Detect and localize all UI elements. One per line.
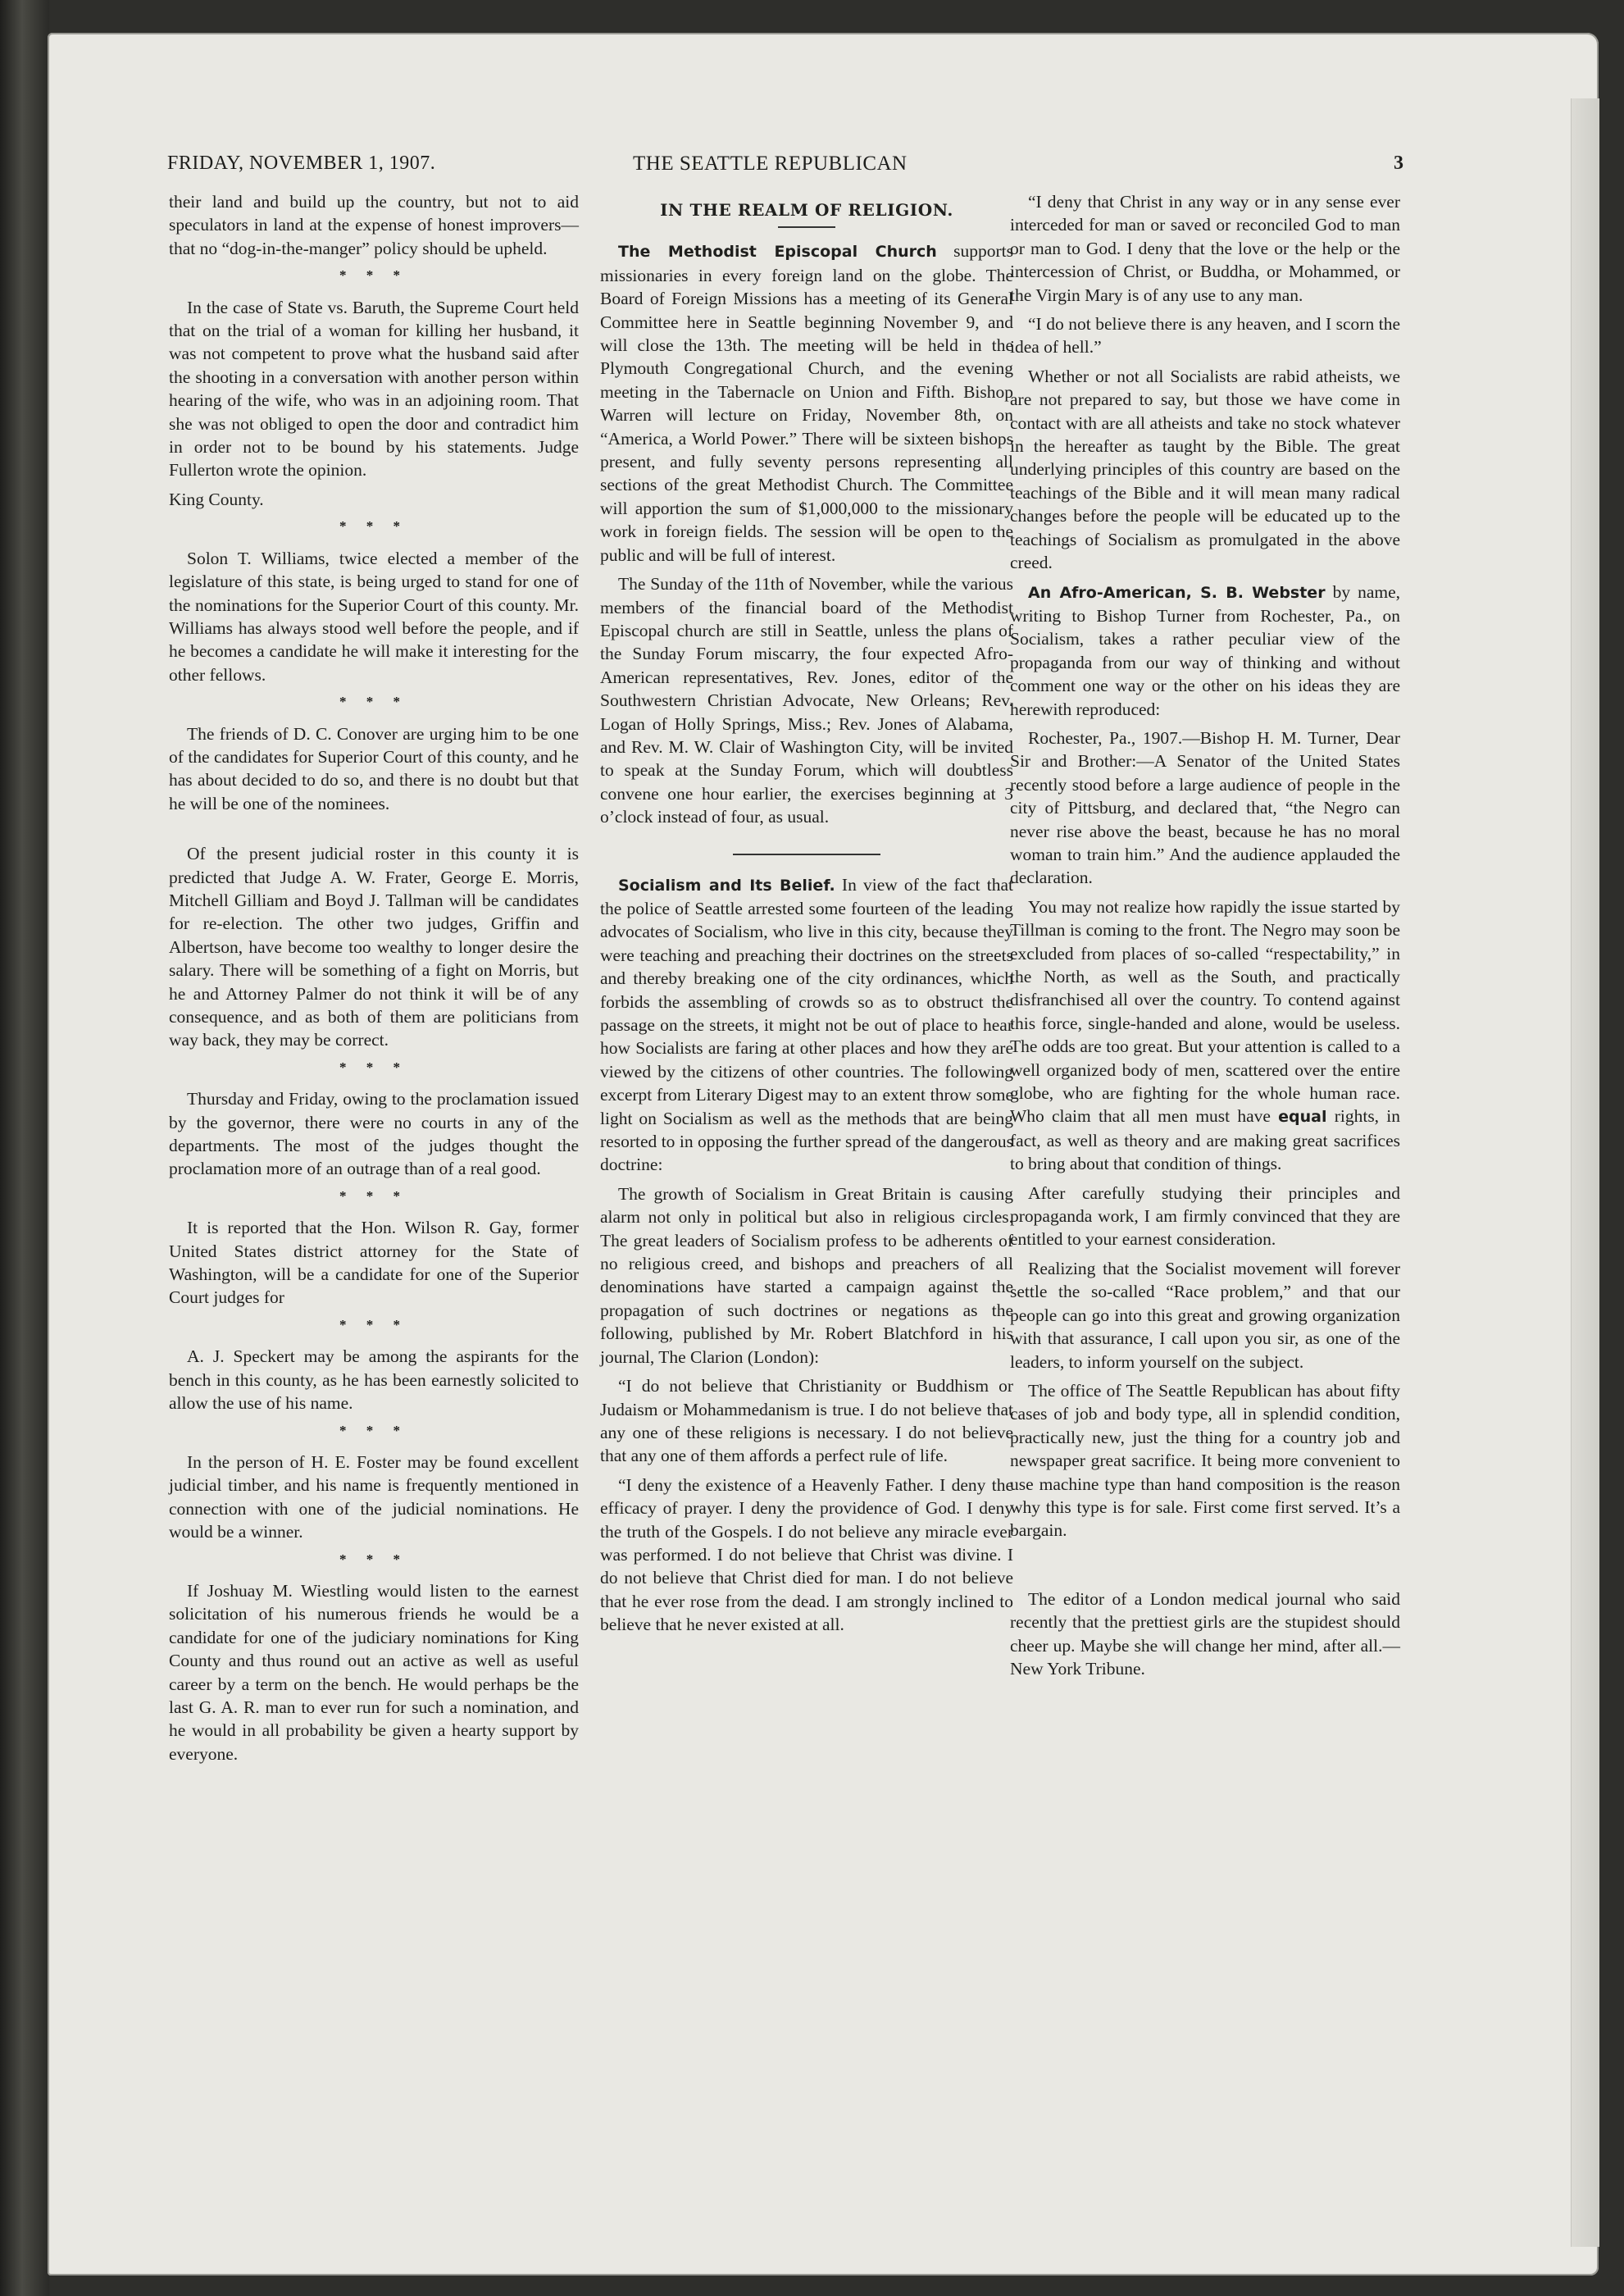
quote-paragraph: “I deny that Christ in any way or in any sense ever interceded for man or saved or reconciled God to man or man to God. I deny that the love or the help or the intercession of Christ, or Buddha, or Mohammed, or the Virgin Mary is of any use to any man.: [1010, 192, 1400, 305]
quote-paragraph: “I do not believe there is any heaven, and I scorn the idea of hell.”: [1010, 314, 1400, 358]
article-body: supports missionaries in every foreign land on the globe. The Board of Foreign Missions has a meeting of its General Committee here in Seattle beginning November 9, and will close the 13th. The meeting will be held in the Plymouth Congregational Church, and the evening meeting in the Tabernacle on Union and Fifth. Bishop Warren will lecture on Friday, November 8th, on “America, a World Power.” There will be sixteen bishops present, and fully seventy persons representing all sections of the great Methodist Church. The Committee will apportion the sum of $1,000,000 to the missionary work in foreign fields. The session will be open to the public and will be full of interest.: [600, 241, 1013, 565]
newspaper-title: THE SEATTLE REPUBLICAN: [633, 153, 908, 175]
page-fold-edge: [1571, 98, 1599, 2247]
separator: * * *: [339, 1422, 408, 1438]
paragraph: In the case of State vs. Baruth, the Supreme Court held that on the trial of a woman for killing her husband, it was not competent to prove what the husband said after the shooting in a conversation with another person within hearing of the wife, who was in an adjoining room. That she was not obliged to open the door and contradict him in order not to be bound by his statements. Judge Fullerton wrote the opinion.: [169, 297, 579, 481]
paragraph: Of the present judicial roster in this county it is predicted that Judge A. W. Frater, George E. Morris, Mitchell Gilliam and Boyd J. Tallman will be candidates for re-election. The other two judges, Griffin and Albertson, have become too wealthy to longer desire the salary. There will be something of a fight on Morris, but he and Attorney Palmer do not think it will be of any consequence, and as both of them are politicians from way back, they may be correct.: [169, 844, 579, 1050]
article-body: by name, writing to Bishop Turner from Rochester, Pa., on Socialism, takes a rather peculiar view of the propaganda from our way of thinking and without comment one way or the other on his ideas they are herewith reproduced:: [1010, 581, 1401, 719]
paragraph: The growth of Socialism in Great Britain is causing alarm not only in political but also in religious circles. The great leaders of Socialism profess to be adherents of no religious creed, and bishops and preachers of all denominations have started a campaign against the propagation of such doctrines or negations as the following, published by Mr. Robert Blatchford in his journal, The Clarion (London):: [600, 1183, 1013, 1367]
letter-paragraph: Realizing that the Socialist movement will forever settle the so-called “Race problem,” and that our people can go into this great and growing organization with that assurance, I call upon you sir, as one of the leaders, to inform yourself on the subject.: [1010, 1258, 1400, 1372]
paragraph: The friends of D. C. Conover are urging him to be one of the candidates for Superior Court of this county, and he has about decided to do so, and there is no doubt but that he will be one of the nominees.: [169, 723, 579, 813]
advertisement-paragraph: The office of The Seattle Republican has about fifty cases of job and body type, all in splendid condition, practically new, just the thing for a country job and newspaper great sacrifice. It being more convenient to use machine type than hand composition is the reason why this type is for sale. First come first served. It’s a bargain.: [1010, 1380, 1400, 1541]
article-socialism: [600, 873, 1013, 1177]
paragraph: Thursday and Friday, owing to the proclamation issued by the governor, there were no courts in any of the departments. The most of the judges thought the proclamation more of an outrage than of a real good.: [169, 1089, 579, 1179]
issue-date: FRIDAY, NOVEMBER 1, 1907.: [167, 153, 436, 174]
paragraph: Whether or not all Socialists are rabid atheists, we are not prepared to say, but those we have come in contact with are all atheists and take no stock whatever in the hereafter as taught by the Bible. The great underlying principles of this country are based on the teachings of the Bible and it will mean many radical changes before the people will be educated up to the teachings of Socialism as promulgated in the above creed.: [1010, 366, 1400, 573]
quote-paragraph: “I deny the existence of a Heavenly Father. I deny the efficacy of prayer. I deny the providence of God. I deny the truth of the Gospels. I do not believe any miracle ever was performed. I do not believe that Christ was divine. I do not believe that Christ died for man. I do not believe that he ever rose from the dead. I am strongly inclined to believe that he never existed at all.: [600, 1474, 1013, 1635]
page-number: 3: [1394, 153, 1404, 174]
separator: * * *: [339, 694, 408, 710]
article-divider: [733, 854, 880, 855]
paragraph: It is reported that the Hon. Wilson R. Gay, former United States district attorney for the State of Washington, will be a candidate for one of the Superior Court judges for: [169, 1218, 579, 1308]
article-body: In view of the fact that the police of Seattle arrested some fourteen of the leading advocates of Socialism, who live in this city, because they were teaching and preaching their doctrines on the streets and thereby breaking one of the city ordinances, which forbids the assembling of crowds so as to obstruct the passage on the streets, it might not be out of place to hear how Socialists are faring at other places and how they are viewed by the citizens of other countries. The following excerpt from Literary Digest may to an extent throw some light on Socialism as well as the methods that are being resorted to in opposing the further spread of the dangerous doctrine:: [600, 874, 1013, 1175]
separator: * * *: [339, 1059, 408, 1075]
separator: * * *: [339, 1187, 408, 1204]
heading-rule: [778, 226, 835, 228]
letter-paragraph: After carefully studying their principles and propaganda work, I am firmly convinced that they are entitled to your earnest consideration.: [1010, 1182, 1400, 1250]
paragraph: Solon T. Williams, twice elected a member of the legislature of this state, is being urged to stand for one of the nominations for the Superior Court of this county. Mr. Williams has always stood well before the people, and if he becomes a candidate he will make it interesting for the other fellows.: [169, 548, 579, 685]
quote-paragraph: “I do not believe that Christianity or Buddhism or Judaism or Mohammedanism is true. I do not believe that any one of these religions is necessary. I do not believe that any one of them affords a perfect rule of life.: [600, 1376, 1013, 1466]
separator: * * *: [339, 1551, 408, 1567]
page-header: [0, 153, 1624, 185]
paragraph: their land and build up the country, but not to aid speculators in land at the expense of honest improvers—that no “dog-in-the-manger” policy should be upheld.: [169, 192, 579, 258]
paragraph-tail: King County.: [169, 489, 264, 509]
letter-text: rights, in fact, as well as theory and are making great sacrifices to bring about that condition of things.: [1010, 1106, 1400, 1174]
separator: * * *: [339, 267, 408, 284]
paragraph: The Sunday of the 11th of November, while the various members of the financial board of the Methodist Episcopal church are still in Seattle, unless the plans of the Sunday Forum miscarry, the four expected Afro-American representatives, Rev. Jones, editor of the Southwestern Christian Advocate, New Orleans; Rev. Logan of Holly Springs, Miss.; Rev. Jones of Alabama, and Rev. M. W. Clair of Washington City, will be invited to speak at the Sunday Forum, which will doubtless convene one hour earlier, the exercises beginning at 3 o’clock instead of four, as usual.: [600, 574, 1013, 827]
paragraph: A. J. Speckert may be among the aspirants for the bench in this county, as he has been earnestly solicited to allow the use of his name.: [169, 1346, 579, 1414]
right-column: [1010, 190, 1400, 1686]
separator: * * *: [339, 518, 408, 535]
section-heading: IN THE REALM OF RELIGION.: [660, 200, 953, 220]
emphasis-word: equal: [1278, 1108, 1327, 1127]
paragraph: The editor of a London medical journal who said recently that the prettiest girls are the stupidest should cheer up. Maybe she will change her mind, after all.—New York Tribune.: [1010, 1588, 1400, 1679]
binding-edge: [0, 0, 49, 2296]
article-lead: An Afro-American, S. B. Webster: [1028, 583, 1326, 602]
middle-column: [600, 190, 1013, 1642]
article-lead: The Methodist Episcopal Church: [618, 243, 937, 262]
paragraph: In the person of H. E. Foster may be found excellent judicial timber, and his name is frequently mentioned in connection with one of the judicial nominations. He would be a winner.: [169, 1451, 579, 1542]
paragraph: If Joshuay M. Wiestling would listen to the earnest solicitation of his numerous friends he would be a candidate for one of the judiciary nominations for King County and thus round out an active as well as useful career by a term on the bench. He would perhaps be the last G. A. R. man to ever run for such a nomination, and he would in all probability be given a hearty support by everyone.: [169, 1580, 579, 1764]
separator: * * *: [339, 1316, 408, 1332]
article-webster: [1010, 581, 1400, 721]
left-column: [169, 190, 579, 1771]
letter-paragraph: [1010, 895, 1400, 1176]
letter-text: You may not realize how rapidly the issue started by Tillman is coming to the front. The Negro may soon be excluded from places of so-called “respectability,” in the North, as well as the South, and practically disfranchised all over the country. To contend against this force, single-handed and alone, would be useless. The odds are too great. But your attention is called to a well organized body of men, scattered over the entire globe, who are fighting for the whole human race. Who claim that all men must have: [1010, 896, 1400, 1127]
article-lead: Socialism and Its Belief.: [618, 876, 835, 895]
letter-paragraph: Rochester, Pa., 1907.—Bishop H. M. Turner, Dear Sir and Brother:—A Senator of the United States recently stood before a large audience of people in the city of Pittsburg, and declared that, “the Negro can never rise above the beast, because he has no moral woman to train him.” And the audience applauded the declaration.: [1010, 727, 1400, 888]
article-methodist: [600, 239, 1013, 567]
